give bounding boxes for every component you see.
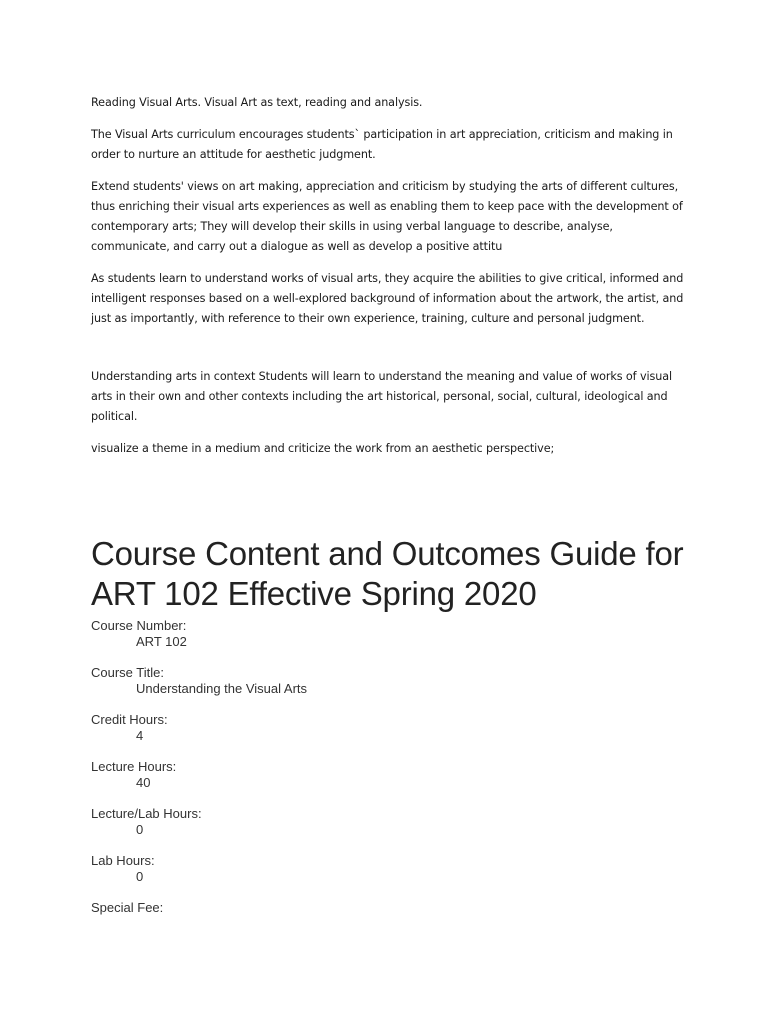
field-label: Course Number: [91,618,187,633]
field-value: 4 [136,728,144,743]
field-label: Course Title: [91,665,164,680]
intro-paragraph: visualize a theme in a medium and criticize the work from an aesthetic perspective; [91,442,555,455]
course-number-field [91,618,731,650]
field-value: ART 102 [136,634,187,649]
intro-paragraph: The Visual Arts curriculum encourages students` participation in art appreciation, criticism and making in order to nurture an attitude for aesthetic judgment. [91,128,673,161]
special-fee-field [91,900,731,916]
credit-hours-field [91,712,731,744]
intro-paragraph: Understanding arts in context Students will learn to understand the meaning and value of works of visual arts in their own and other contexts including the art historical, personal, social, cultural, ideological and political. [91,370,672,423]
course-guide-heading: Course Content and Outcomes Guide for ART 102 Effective Spring 2020 [91,535,684,612]
intro-paragraph: As students learn to understand works of visual arts, they acquire the abilities to give critical, informed and intelligent responses based on a well-explored background of information about the artwork, the artist, and just as importantly, with reference to their own experience, training, culture and personal judgment. [91,272,684,325]
course-title-field [91,665,731,697]
lab-hours-field [91,853,731,885]
lecture-lab-hours-field [91,806,731,838]
course-details-list [91,618,731,916]
field-value: 0 [136,822,144,837]
intro-section [91,93,691,459]
intro-title-line: Reading Visual Arts. Visual Art as text, reading and analysis. [91,96,423,109]
intro-paragraph: Extend students' views on art making, appreciation and criticism by studying the arts of different cultures, thus enriching their visual arts experiences as well as enabling them to keep pace with the development of contemporary arts; They will develop their skills in using verbal language to describe, analyse, communicate, and carry out a dialogue as well as develop a positive attitu [91,180,683,253]
field-label: Special Fee: [91,900,164,915]
field-value: Understanding the Visual Arts [136,681,308,696]
field-label: Lecture/Lab Hours: [91,806,202,821]
field-label: Credit Hours: [91,712,168,727]
course-guide-section [91,534,731,931]
field-label: Lab Hours: [91,853,155,868]
field-label: Lecture Hours: [91,759,177,774]
field-value: 0 [136,869,144,884]
field-value: 40 [136,775,151,790]
lecture-hours-field [91,759,731,791]
